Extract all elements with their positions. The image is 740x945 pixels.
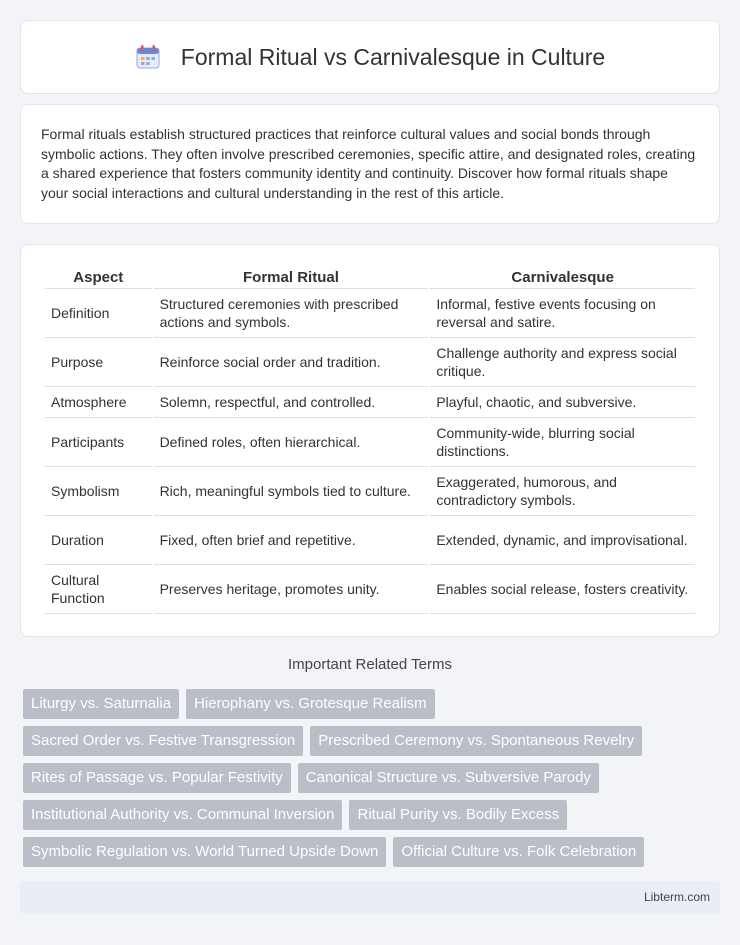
table-row [45, 338, 695, 387]
row-formal-ritual: Defined roles, often hierarchical. [154, 418, 429, 467]
row-carnivalesque: Community-wide, blurring social distinctions. [430, 418, 695, 467]
row-aspect: Definition [45, 289, 152, 338]
table-row [45, 289, 695, 338]
table-row [45, 467, 695, 516]
intro-card [20, 104, 720, 224]
tag-row [23, 837, 723, 867]
tag-row [23, 689, 723, 719]
related-term-tag[interactable]: Sacred Order vs. Festive Transgression [23, 726, 303, 756]
comparison-card [20, 244, 720, 637]
tag-row [23, 800, 723, 830]
related-term-tag[interactable]: Official Culture vs. Folk Celebration [393, 837, 644, 867]
related-terms-list [23, 689, 723, 874]
related-terms-title: Important Related Terms [288, 656, 452, 673]
calendar-icon [135, 44, 161, 70]
comparison-table [43, 265, 697, 614]
table-row [45, 565, 695, 614]
row-aspect: Atmosphere [45, 387, 152, 418]
row-carnivalesque: Enables social release, fosters creativity. [430, 565, 695, 614]
row-formal-ritual: Fixed, often brief and repetitive. [154, 516, 429, 565]
related-term-tag[interactable]: Institutional Authority vs. Communal Inversion [23, 800, 342, 830]
row-carnivalesque: Challenge authority and express social critique. [430, 338, 695, 387]
footer [20, 881, 720, 914]
row-carnivalesque: Extended, dynamic, and improvisational. [430, 516, 695, 565]
related-term-tag[interactable]: Symbolic Regulation vs. World Turned Upside Down [23, 837, 386, 867]
tag-row [23, 726, 723, 756]
related-term-tag[interactable]: Liturgy vs. Saturnalia [23, 689, 179, 719]
header-aspect: Aspect [45, 265, 152, 289]
table-row [45, 387, 695, 418]
header-formal-ritual: Formal Ritual [154, 265, 429, 289]
intro-paragraph: Formal rituals establish structured practices that reinforce cultural values and social bonds through symbolic actions. They often involve prescribed ceremonies, specific attire, and designated roles, creating a shared experience that fosters community identity and continuity. Discover how formal rituals shape your social interactions and cultural understanding in the rest of this article. [41, 126, 696, 201]
header-card [20, 20, 720, 94]
row-carnivalesque: Informal, festive events focusing on reversal and satire. [430, 289, 695, 338]
row-aspect: Duration [45, 516, 152, 565]
row-formal-ritual: Structured ceremonies with prescribed actions and symbols. [154, 289, 429, 338]
related-term-tag[interactable]: Canonical Structure vs. Subversive Parody [298, 763, 599, 793]
related-term-tag[interactable]: Prescribed Ceremony vs. Spontaneous Revelry [310, 726, 642, 756]
row-formal-ritual: Solemn, respectful, and controlled. [154, 387, 429, 418]
table-header-row [45, 265, 695, 289]
table-row [45, 418, 695, 467]
related-term-tag[interactable]: Hierophany vs. Grotesque Realism [186, 689, 435, 719]
related-term-tag[interactable]: Ritual Purity vs. Bodily Excess [349, 800, 567, 830]
row-aspect: Participants [45, 418, 152, 467]
table-row [45, 516, 695, 565]
tag-row [23, 763, 723, 793]
row-aspect: Symbolism [45, 467, 152, 516]
page-title: Formal Ritual vs Carnivalesque in Culture [180, 43, 606, 70]
footer-site-link[interactable]: Libterm.com [643, 890, 710, 904]
related-term-tag[interactable]: Rites of Passage vs. Popular Festivity [23, 763, 291, 793]
row-aspect: Cultural Function [45, 565, 152, 614]
row-formal-ritual: Rich, meaningful symbols tied to culture. [154, 467, 429, 516]
row-carnivalesque: Playful, chaotic, and subversive. [430, 387, 695, 418]
row-carnivalesque: Exaggerated, humorous, and contradictory symbols. [430, 467, 695, 516]
row-formal-ritual: Preserves heritage, promotes unity. [154, 565, 429, 614]
row-formal-ritual: Reinforce social order and tradition. [154, 338, 429, 387]
row-aspect: Purpose [45, 338, 152, 387]
header-carnivalesque: Carnivalesque [430, 265, 695, 289]
